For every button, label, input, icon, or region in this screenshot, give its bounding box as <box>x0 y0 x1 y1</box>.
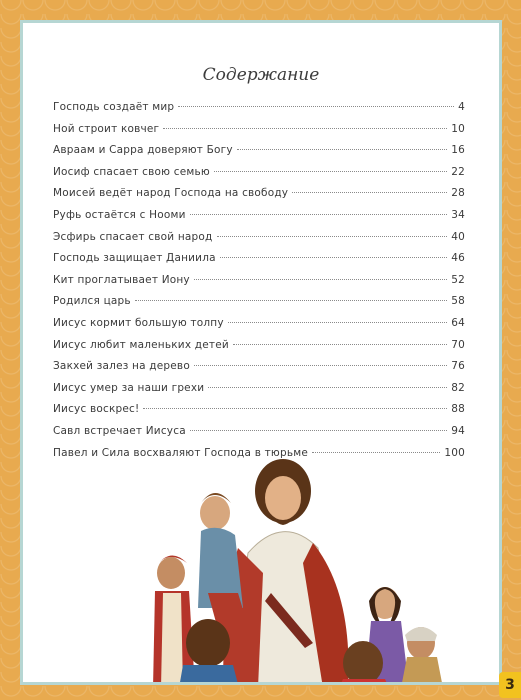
toc-row-page: 40 <box>451 230 465 243</box>
toc-leader <box>143 408 447 409</box>
toc-leader <box>135 300 447 301</box>
toc-row[interactable] <box>53 274 465 296</box>
page-number-badge: 3 <box>499 672 521 698</box>
toc-row-page: 82 <box>451 381 465 394</box>
toc-row[interactable] <box>53 123 465 145</box>
toc-row-page: 88 <box>451 403 465 416</box>
toc-leader <box>220 257 447 258</box>
toc-row-label: Иисус кормит большую толпу <box>53 316 224 329</box>
toc-row-page: 70 <box>451 338 465 351</box>
toc-leader <box>217 236 448 237</box>
toc-row[interactable] <box>53 231 465 253</box>
toc-row-page: 10 <box>451 122 465 135</box>
table-of-contents <box>53 101 465 468</box>
toc-leader <box>292 192 447 193</box>
toc-row-label: Господь защищает Даниила <box>53 252 216 265</box>
toc-row[interactable] <box>53 317 465 339</box>
toc-leader <box>163 128 447 129</box>
toc-row-page: 76 <box>451 360 465 373</box>
toc-leader <box>233 344 447 345</box>
toc-leader <box>178 106 454 107</box>
toc-row[interactable] <box>53 144 465 166</box>
toc-row-label: Господь создаёт мир <box>53 101 175 113</box>
toc-row-page: 46 <box>451 252 465 265</box>
toc-row-label: Моисей ведёт народ Господа на свободу <box>53 187 289 200</box>
toc-leader <box>194 279 447 280</box>
toc-row-label: Иисус умер за наши грехи <box>53 381 205 394</box>
toc-leader <box>214 171 447 172</box>
toc-row-page: 34 <box>451 208 465 221</box>
toc-row[interactable] <box>53 187 465 209</box>
toc-row-label: Иисус воскрес! <box>53 403 140 416</box>
toc-row-label: Авраам и Сарра доверяют Богу <box>53 144 233 157</box>
toc-row-page: 22 <box>451 165 465 178</box>
toc-row-label: Павел и Сила восхваляют Господа в тюрьме <box>53 446 309 459</box>
toc-row[interactable] <box>53 101 465 123</box>
toc-row-page: 100 <box>444 446 465 459</box>
toc-row[interactable] <box>53 166 465 188</box>
toc-row[interactable] <box>53 360 465 382</box>
toc-leader <box>237 149 447 150</box>
page-title: Содержание <box>202 65 320 85</box>
toc-leader <box>194 365 447 366</box>
toc-row[interactable] <box>53 403 465 425</box>
toc-row-page: 28 <box>451 187 465 200</box>
toc-row-label: Ной строит ковчег <box>53 122 160 135</box>
toc-row[interactable] <box>53 339 465 361</box>
toc-leader <box>228 322 448 323</box>
toc-row-label: Руфь остаётся с Нооми <box>53 208 186 221</box>
toc-leader <box>208 387 447 388</box>
toc-row[interactable] <box>53 295 465 317</box>
toc-row[interactable] <box>53 252 465 274</box>
toc-row-page: 4 <box>458 101 465 113</box>
toc-row-label: Иисус любит маленьких детей <box>53 338 229 351</box>
content-panel <box>20 20 502 685</box>
toc-row-page: 64 <box>451 316 465 329</box>
toc-row-page: 16 <box>451 144 465 157</box>
toc-row-label: Эсфирь спасает свой народ <box>53 230 213 243</box>
toc-row[interactable] <box>53 382 465 404</box>
jesus-with-children-illustration <box>153 443 453 685</box>
toc-row-label: Родился царь <box>53 295 131 308</box>
toc-row-page: 52 <box>451 273 465 286</box>
toc-row-label: Иосиф спасает свою семью <box>53 165 210 178</box>
toc-leader <box>190 430 447 431</box>
toc-row-page: 58 <box>451 295 465 308</box>
toc-row-page: 94 <box>451 424 465 437</box>
toc-row-label: Закхей залез на дерево <box>53 360 190 373</box>
toc-leader <box>190 214 448 215</box>
toc-row[interactable] <box>53 209 465 231</box>
toc-row-label: Кит проглатывает Иону <box>53 273 190 286</box>
toc-row-label: Савл встречает Иисуса <box>53 424 186 437</box>
